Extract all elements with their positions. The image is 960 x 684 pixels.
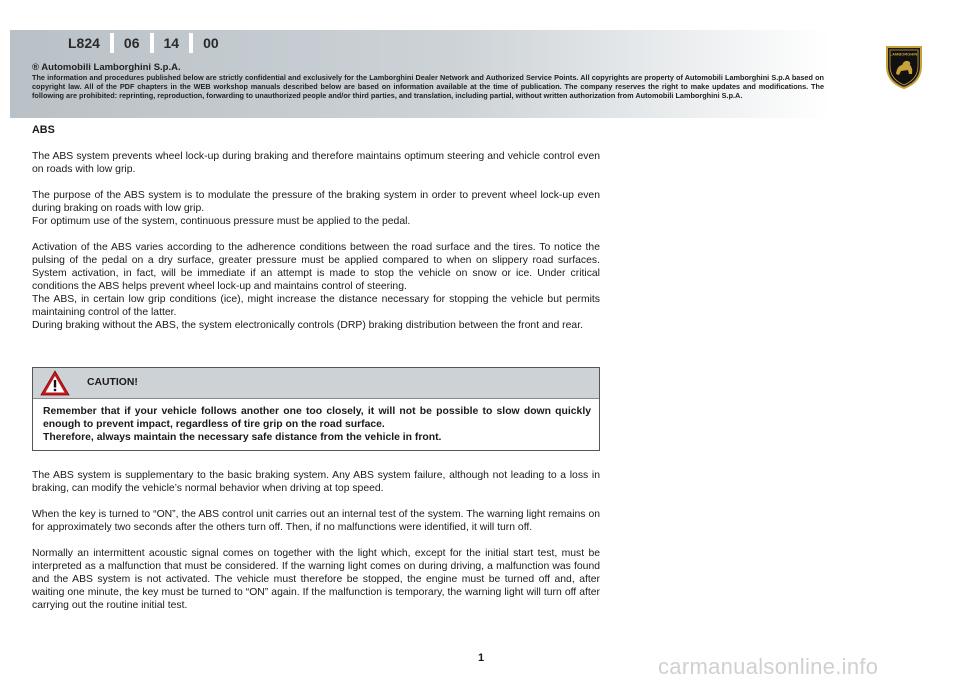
paragraph-activation: Activation of the ABS varies according to the adherence conditions between the road surface and the tires. To notice the pulsing of the pedal on a dry surface, greater pressure must be applied compared to when on slippery road surfaces. System activation, in fact, will be immediate if an attempt is made to stop the vehicle on snow or ice. Under critical conditions the ABS helps prevent wheel lock-up and maintains control of steering. [32,242,600,292]
code-separator [150,33,154,53]
caution-header [33,368,599,399]
section-title: ABS [32,124,55,136]
caution-body [33,399,599,444]
model-code: L824 [68,35,100,51]
code-separator [110,33,114,53]
paragraph-acoustic-signal: Normally an intermittent acoustic signal comes on together with the light which, except for the initial start test, must be interpreted as a malfunction that must be considered. If the warning light comes on during driving, a malfunction was found and the ABS system is not activated. The vehicle must therefore be stopped, the engine must be turned off and, after waiting one minute, the key must be turned to “ON” again. If the malfunction is temporary, the warning light will turn off after carrying out the routine initial test. [32,548,600,611]
caution-line-2: Therefore, always maintain the necessary safe distance from the vehicle in front. [43,432,442,443]
copyright-title: ® Automobili Lamborghini S.p.A. [32,62,181,73]
paragraph-low-grip: The ABS, in certain low grip conditions (ice), might increase the distance necessary for stopping the vehicle but permits maintaining control of the latter. [32,294,600,318]
subgroup-code: 14 [163,35,180,51]
paragraph-drp: During braking without the ABS, the system electronically controls (DRP) braking distribution between the front and rear. [32,320,583,331]
warning-triangle-icon [40,370,70,396]
page-number: 1 [478,652,485,664]
document-code-strip [62,33,225,53]
paragraph-supplementary: The ABS system is supplementary to the basic braking system. Any ABS system failure, although not leading to a loss in braking, can modify the vehicle’s normal behavior when driving at top speed. [32,470,600,494]
copyright-notice [32,62,824,101]
paragraph-purpose: The purpose of the ABS system is to modulate the pressure of the braking system in order to prevent wheel lock-up even during braking on roads with low grip. [32,190,600,214]
section-code: 00 [203,35,219,51]
secondary-content [32,469,600,625]
caution-title: CAUTION! [87,377,138,388]
code-separator [189,33,193,53]
caution-box [32,367,600,451]
paragraph-key-on-test: When the key is turned to “ON”, the ABS control unit carries out an internal test of the system. The warning light remains on for approximately two seconds after the others turn off. Then, if no malfunctions were identified, it will turn off. [32,509,600,533]
logo-lettering: LAMBORGHINI [889,51,919,57]
copyright-text: The information and procedures published below are strictly confidential and exclusively for the Lamborghini Dealer Network and Authorized Service Points. All copyrights are property of Automobili Lamborghini S.p.A based on copyright law. All of the PDF chapters in the WEB workshop manuals described below are based on information available at the time of publication. The company reserves the right to make updates and modifications. The following are prohibited: reprinting, reproduction, forwarding to unauthorized people and/or third parties, and translation, including partial, without written authorization from Automobili Lamborghini S.p.A. [32,73,824,101]
caution-line-1: Remember that if your vehicle follows another one too closely, it will not be possible to slow down quickly enough to prevent impact, regardless of tire grip on the road surface. [43,406,591,430]
lamborghini-bull-shield-icon [884,44,924,90]
group-code: 06 [123,35,140,51]
main-content [32,124,600,345]
watermark: carmanualsonline.info [658,654,879,679]
paragraph-pedal: For optimum use of the system, continuous pressure must be applied to the pedal. [32,216,411,227]
paragraph-intro: The ABS system prevents wheel lock-up during braking and therefore maintains optimum steering and vehicle control even on roads with low grip. [32,151,600,175]
